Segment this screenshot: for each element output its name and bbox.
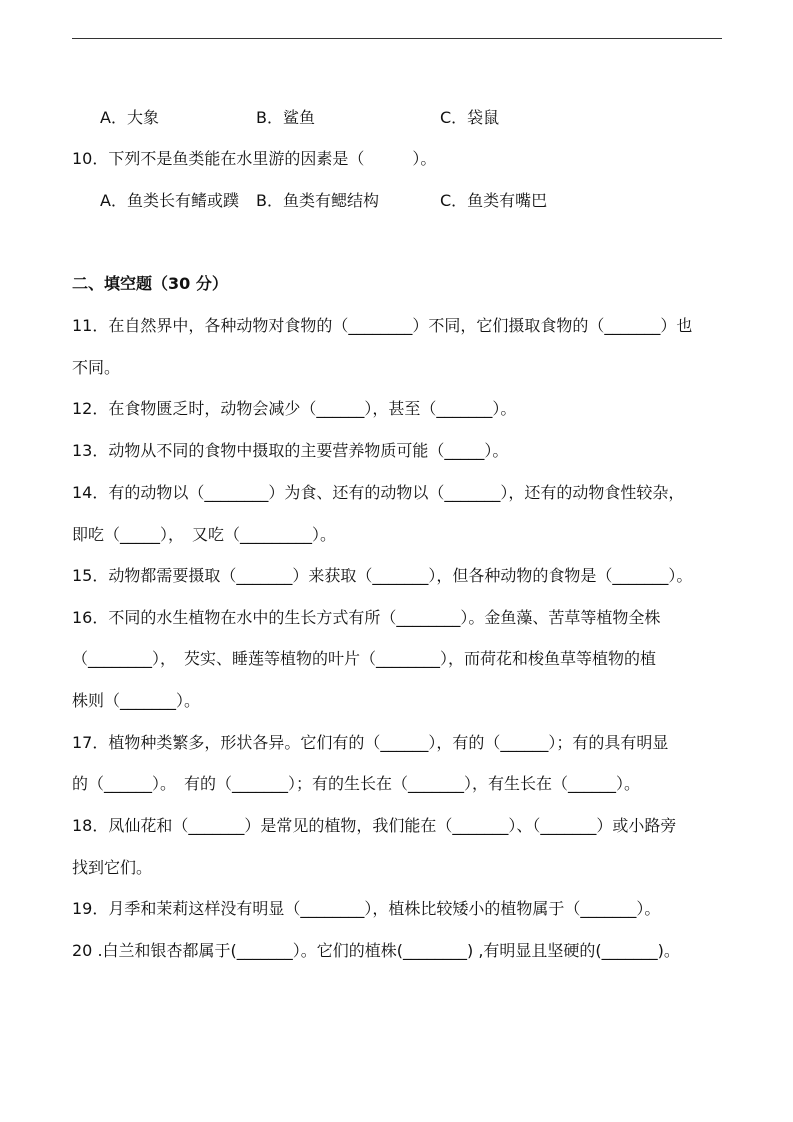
question-line: 株则（_______）。: [72, 691, 201, 710]
question-line: 即吃（_____）， 又吃（_________）。: [72, 525, 337, 544]
q9-option-c: C．袋鼠: [440, 108, 500, 127]
question-line: 的（______）。 有的（_______）；有的生长在（_______），有生长在（______）。: [72, 774, 641, 793]
question-line: 13．动物从不同的食物中摄取的主要营养物质可能（_____）。: [72, 441, 509, 460]
header-rule: [72, 38, 722, 39]
question-line: 17．植物种类繁多，形状各异。它们有的（______），有的（______）；有的具有明显: [72, 733, 669, 752]
question-line: （________）， 芡实、睡莲等植物的叶片（________），而荷花和梭鱼草等植物的植: [72, 649, 657, 668]
q10-option-c: C．鱼类有嘴巴: [440, 191, 548, 210]
question-line: 14．有的动物以（________）为食、还有的动物以（_______），还有的动物食性较杂，: [72, 483, 685, 502]
question-line: 11．在自然界中，各种动物对食物的（________）不同，它们摄取食物的（_______）也: [72, 316, 693, 335]
q10-stem: 10．下列不是鱼类能在水里游的因素是（ ）。: [72, 149, 437, 168]
question-line: 20 .白兰和银杏都属于(_______）。它们的植株(________) ,有明显且坚硬的(_______)。: [72, 941, 680, 960]
q10-option-b: B．鱼类有鳃结构: [256, 191, 379, 210]
question-line: 16．不同的水生植物在水中的生长方式有所（________）。金鱼藻、苦草等植物全株: [72, 608, 661, 627]
q9-option-b: B．鲨鱼: [256, 108, 315, 127]
q9-option-a: A．大象: [100, 108, 159, 127]
q10-option-a: A．鱼类长有鳍或蹼: [100, 191, 239, 210]
question-line: 19．月季和茉莉这样没有明显（________），植株比较矮小的植物属于（_______）。: [72, 899, 661, 918]
section-title: 二、填空题（30 分）: [72, 274, 228, 293]
question-line: 18．凤仙花和（_______）是常见的植物，我们能在（_______）、（_______）或小路旁: [72, 816, 677, 835]
question-line: 15．动物都需要摄取（_______）来获取（_______），但各种动物的食物是（_______）。: [72, 566, 693, 585]
question-line: 12．在食物匮乏时，动物会减少（______），甚至（_______）。: [72, 399, 517, 418]
question-line: 不同。: [72, 358, 121, 377]
question-line: 找到它们。: [72, 858, 153, 877]
